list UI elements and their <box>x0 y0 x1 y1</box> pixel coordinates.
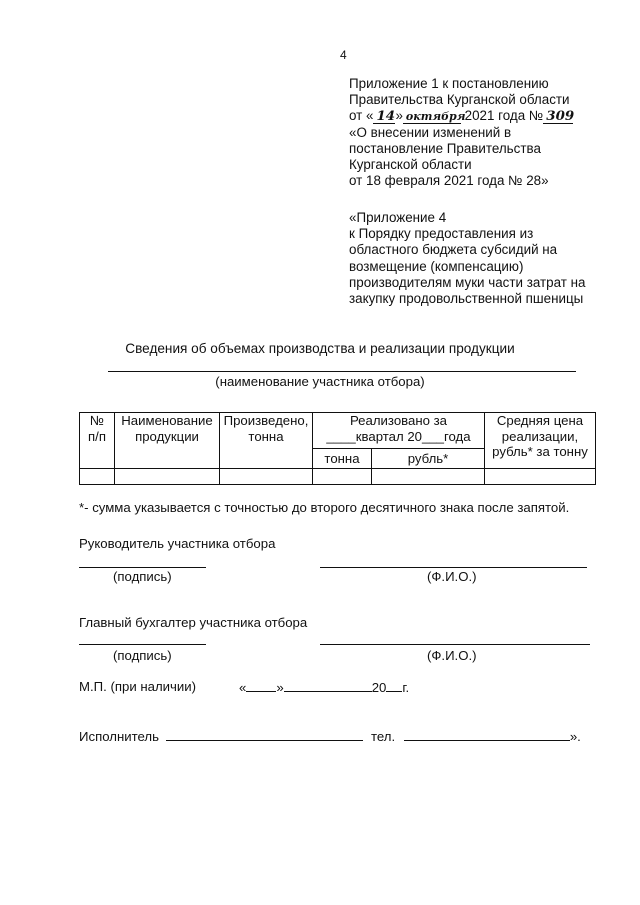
table-cell <box>372 469 485 485</box>
accountant-fio-caption: (Ф.И.О.) <box>427 648 477 663</box>
executor-blank <box>166 728 363 741</box>
accountant-signature-caption: (подпись) <box>113 648 172 663</box>
date-year-blank <box>386 679 402 692</box>
appendix4-line5: производителям муки части затрат на <box>349 274 586 290</box>
appendix1-line4: «О внесении изменений в <box>349 124 512 140</box>
participant-name-line <box>108 371 576 372</box>
phone-label: тел. <box>371 729 396 744</box>
appendix4-line1: «Приложение 4 <box>349 210 447 225</box>
appendix4-line2: к Порядку предоставления из <box>349 226 534 242</box>
appendix1-line3 <box>349 108 573 124</box>
head-signature-caption: (подпись) <box>113 569 172 584</box>
header-cell-number: № п/п <box>80 413 115 469</box>
appendix-1-header <box>349 76 573 189</box>
table-cell <box>80 469 115 485</box>
header-cell-product-name: Наименование продукции <box>115 413 220 469</box>
appendix1-line6: Курганской области <box>349 157 472 173</box>
appendix4-line4: возмещение (компенсацию) <box>349 258 524 274</box>
table-cell <box>313 469 372 485</box>
handwritten-number: 309 <box>543 110 573 124</box>
production-table <box>79 412 596 485</box>
appendix1-line1: Приложение 1 к постановлению <box>349 76 549 91</box>
executor-label: Исполнитель <box>79 729 159 744</box>
head-fio-line <box>320 567 587 568</box>
phone-field: тел. ». <box>371 729 581 744</box>
date-day-blank <box>246 679 276 692</box>
footnote: *- сумма указывается с точностью до второго десятичного знака после запятой. <box>79 500 570 515</box>
phone-blank <box>404 728 570 741</box>
table-cell <box>115 469 220 485</box>
seal-label: М.П. (при наличии) <box>79 679 197 694</box>
participant-name-caption: (наименование участника отбора) <box>215 374 425 389</box>
date-prefix: от « <box>349 108 374 124</box>
appendix1-line5: постановление Правительства <box>349 140 541 156</box>
executor-field <box>79 728 363 744</box>
header-cell-produced: Произведено, тонна <box>220 413 313 469</box>
header-cell-sold-ton: тонна <box>313 449 372 469</box>
appendix1-line2: Правительства Курганской области <box>349 92 570 108</box>
document-title: Сведения об объемах производства и реализации продукции <box>125 341 515 356</box>
appendix-4-header <box>349 210 585 307</box>
date-mid-quote: » <box>395 108 403 124</box>
appendix4-line6: закупку продовольственной пшеницы <box>349 291 584 307</box>
date-month-blank <box>284 679 372 692</box>
head-signature-line <box>79 567 206 568</box>
page-number: 4 <box>340 48 347 62</box>
date-field: « » 20 г. <box>239 680 410 695</box>
table-cell <box>485 469 596 485</box>
header-cell-sold: Реализовано за ____квартал 20___года <box>313 413 485 449</box>
handwritten-day: 14 <box>373 110 395 124</box>
header-cell-sold-rub: рубль* <box>372 449 485 469</box>
appendix1-line7: от 18 февраля 2021 года № 28» <box>349 173 549 189</box>
table-row <box>80 469 596 485</box>
accountant-fio-line <box>320 644 590 645</box>
accountant-signature-line <box>79 644 206 645</box>
handwritten-month: октября <box>403 110 461 124</box>
year-and-number-label: 2021 года № <box>464 108 544 124</box>
accountant-label: Главный бухгалтер участника отбора <box>79 615 308 630</box>
header-cell-average-price: Средняя цена реализации, рубль* за тонну <box>485 413 596 469</box>
table-cell <box>220 469 313 485</box>
head-fio-caption: (Ф.И.О.) <box>427 569 477 584</box>
appendix4-line3: областного бюджета субсидий на <box>349 242 558 258</box>
head-label: Руководитель участника отбора <box>79 536 276 551</box>
